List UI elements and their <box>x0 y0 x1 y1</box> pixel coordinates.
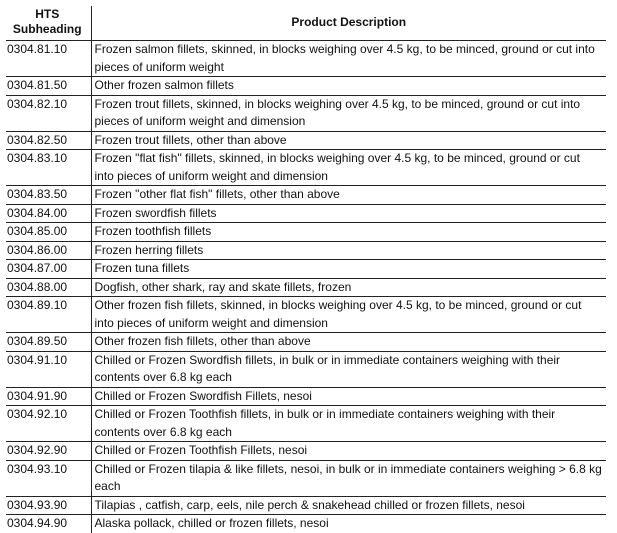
hts-code-cell: 0304.87.00 <box>6 260 91 279</box>
table-row <box>6 41 606 77</box>
table-row <box>6 278 606 297</box>
product-description-cell: Chilled or Frozen Toothfish Fillets, nesoi <box>91 442 606 461</box>
table-row <box>6 297 606 333</box>
hts-code-cell: 0304.92.90 <box>6 442 91 461</box>
table-row <box>6 333 606 352</box>
table-row <box>6 387 606 406</box>
product-description-cell: Chilled or Frozen tilapia & like fillets, nesoi, in bulk or in immediate containers weighing > 6.8 kg each <box>91 460 606 496</box>
product-description-cell: Other frozen fish fillets, skinned, in blocks weighing over 4.5 kg, to be minced, ground or cut into pieces of uniform weight and dimension <box>91 297 606 333</box>
product-description-cell: Other frozen fish fillets, other than above <box>91 333 606 352</box>
product-description-cell: Frozen toothfish fillets <box>91 223 606 242</box>
table-row <box>6 406 606 442</box>
hts-code-cell: 0304.85.00 <box>6 223 91 242</box>
hts-code-cell: 0304.89.50 <box>6 333 91 352</box>
hts-code-cell: 0304.82.50 <box>6 131 91 150</box>
product-description-cell: Other frozen salmon fillets <box>91 77 606 96</box>
product-description-header: Product Description <box>91 6 606 41</box>
hts-code-cell: 0304.91.90 <box>6 387 91 406</box>
hts-code-cell: 0304.82.10 <box>6 95 91 131</box>
hts-code-cell: 0304.91.10 <box>6 351 91 387</box>
hts-code-cell: 0304.93.90 <box>6 496 91 515</box>
hts-code-cell: 0304.83.50 <box>6 186 91 205</box>
product-description-cell: Frozen herring fillets <box>91 241 606 260</box>
table-row <box>6 186 606 205</box>
product-description-cell: Tilapias , catfish, carp, eels, nile perch & snakehead chilled or frozen fillets, nesoi <box>91 496 606 515</box>
hts-code-cell: 0304.93.10 <box>6 460 91 496</box>
hts-code-cell: 0304.83.10 <box>6 150 91 186</box>
product-description-cell: Dogfish, other shark, ray and skate fillets, frozen <box>91 278 606 297</box>
hts-subheading-header: HTS Subheading <box>6 6 91 41</box>
table-row <box>6 260 606 279</box>
table-row <box>6 241 606 260</box>
table-row <box>6 515 606 533</box>
product-description-cell: Frozen trout fillets, other than above <box>91 131 606 150</box>
hts-product-table <box>6 6 606 533</box>
header-row <box>6 6 606 41</box>
hts-code-cell: 0304.81.10 <box>6 41 91 77</box>
product-description-cell: Frozen swordfish fillets <box>91 204 606 223</box>
table-header <box>6 6 606 41</box>
hts-code-cell: 0304.84.00 <box>6 204 91 223</box>
product-description-cell: Frozen "flat fish" fillets, skinned, in blocks weighing over 4.5 kg, to be minced, ground or cut into pieces of uniform weight and dimension <box>91 150 606 186</box>
hts-code-cell: 0304.86.00 <box>6 241 91 260</box>
table-row <box>6 223 606 242</box>
table-row <box>6 496 606 515</box>
table-body <box>6 41 606 533</box>
table-row <box>6 442 606 461</box>
product-description-cell: Frozen trout fillets, skinned, in blocks weighing over 4.5 kg, to be minced, ground or cut into pieces of uniform weight and dimension <box>91 95 606 131</box>
hts-code-cell: 0304.92.10 <box>6 406 91 442</box>
table-row <box>6 95 606 131</box>
table-row <box>6 351 606 387</box>
product-description-cell: Frozen "other flat fish" fillets, other than above <box>91 186 606 205</box>
table-row <box>6 131 606 150</box>
table-row <box>6 460 606 496</box>
product-description-cell: Chilled or Frozen Toothfish fillets, in bulk or in immediate containers weighing with their contents over 6.8 kg each <box>91 406 606 442</box>
product-description-cell: Alaska pollack, chilled or frozen fillets, nesoi <box>94 516 329 530</box>
hts-code-cell: 0304.89.10 <box>6 297 91 333</box>
table-row <box>6 204 606 223</box>
product-description-cell: Frozen salmon fillets, skinned, in blocks weighing over 4.5 kg, to be minced, ground or cut into pieces of uniform weight <box>91 41 606 77</box>
product-description-cell: Chilled or Frozen Swordfish Fillets, nesoi <box>91 387 606 406</box>
hts-code-cell: 0304.81.50 <box>6 77 91 96</box>
table-row <box>6 77 606 96</box>
product-description-cell: Chilled or Frozen Swordfish fillets, in bulk or in immediate containers weighing with their contents over 6.8 kg each <box>91 351 606 387</box>
product-description-cell: Frozen tuna fillets <box>91 260 606 279</box>
hts-code-cell: 0304.94.90 <box>6 515 91 533</box>
table-row <box>6 150 606 186</box>
hts-code-cell: 0304.88.00 <box>6 278 91 297</box>
